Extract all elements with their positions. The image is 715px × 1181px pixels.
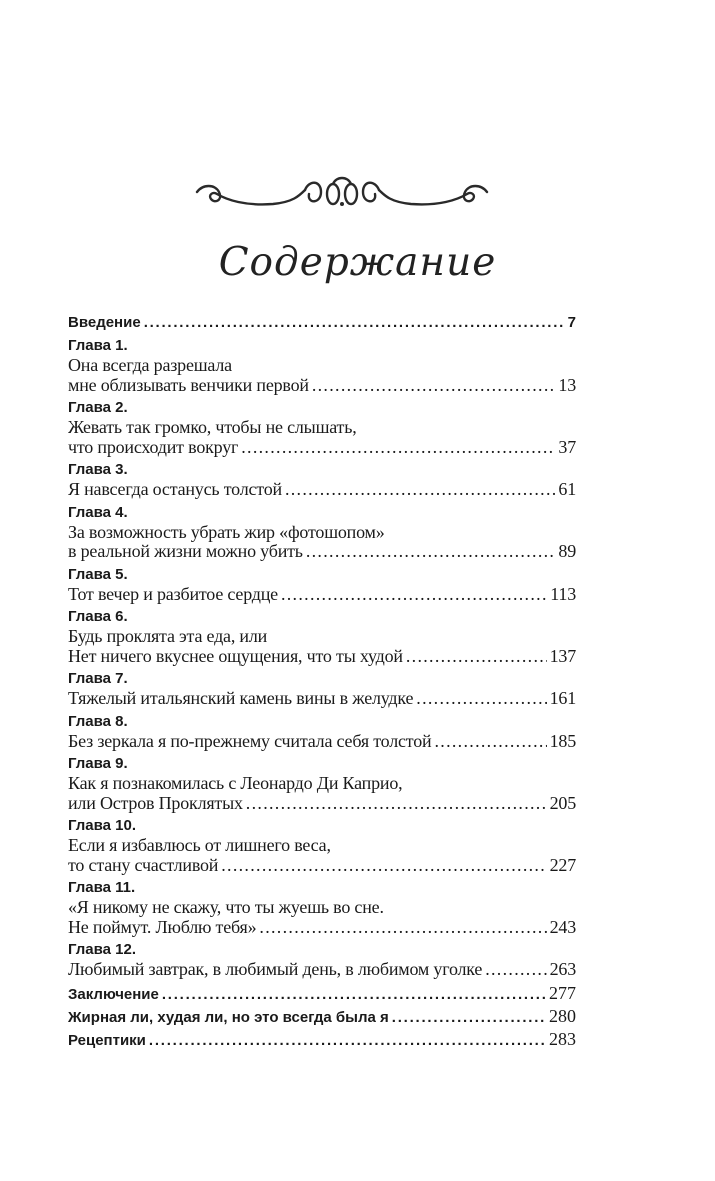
toc-entry-chapter-4 <box>68 503 576 562</box>
toc-page-number: 263 <box>549 959 576 979</box>
toc-entry-label: Жирная ли, худая ли, но это всегда была я <box>68 1008 389 1026</box>
dot-leader <box>281 585 547 605</box>
chapter-label: Глава 2. <box>68 399 128 416</box>
dot-leader <box>434 732 546 752</box>
toc-entry-chapter-6 <box>68 607 576 666</box>
toc-page-number: 13 <box>558 374 576 395</box>
toc-entry-conclusion <box>68 983 576 1003</box>
toc-page-number: 280 <box>549 1005 576 1026</box>
chapter-title-line: то стану счастливой <box>68 854 219 875</box>
toc-page-number: 227 <box>549 854 576 875</box>
toc-entry-chapter-12 <box>68 940 576 980</box>
chapter-label: Глава 3. <box>68 461 128 478</box>
dot-leader <box>144 313 565 333</box>
dot-leader <box>306 542 556 562</box>
toc-entry-label: Введение <box>68 314 141 331</box>
toc-entry-chapter-7 <box>68 669 576 709</box>
dot-leader <box>246 794 547 814</box>
chapter-label: Глава 8. <box>68 712 128 730</box>
chapter-title-line: или Остров Проклятых <box>68 792 243 813</box>
toc-page-number: 243 <box>549 916 576 937</box>
chapter-title-line: Тяжелый итальянский камень вины в желудке <box>68 688 414 708</box>
chapter-label: Глава 11. <box>68 879 136 896</box>
toc-page-number: 161 <box>549 688 576 708</box>
dot-leader <box>485 960 546 980</box>
chapter-label: Глава 7. <box>68 670 128 687</box>
toc-page-number: 113 <box>550 583 576 604</box>
chapter-label: Глава 12. <box>68 941 137 958</box>
toc-page-number: 89 <box>558 541 576 561</box>
toc-entry-chapter-10 <box>68 816 576 875</box>
chapter-label: Глава 9. <box>68 755 128 772</box>
page-title: Содержание <box>218 240 497 285</box>
dot-leader <box>392 1008 546 1028</box>
toc-page-number: 37 <box>558 436 576 457</box>
toc-entry-intro <box>68 313 576 333</box>
dot-leader <box>149 1031 546 1051</box>
dot-leader <box>162 985 546 1005</box>
toc-page-number: 137 <box>549 645 576 666</box>
chapter-title-line: в реальной жизни можно убить <box>68 541 303 561</box>
chapter-title-line: что происходит вокруг <box>68 436 239 457</box>
toc-entry-chapter-2 <box>68 398 576 457</box>
toc-entry-chapter-5 <box>68 565 576 605</box>
chapter-title-line: Если я избавлюсь от лишнего веса, <box>68 836 331 855</box>
chapter-title-line: Будь проклята эта еда, или <box>68 627 268 646</box>
chapter-title-line: Нет ничего вкуснее ощущения, что ты худой <box>68 645 403 666</box>
dot-leader <box>259 918 546 938</box>
dot-leader <box>416 689 546 709</box>
chapter-title-line: Я навсегда останусь толстой <box>68 479 282 499</box>
chapter-title-line: Не поймут. Люблю тебя» <box>68 916 257 937</box>
toc-entry-chapter-1 <box>68 336 576 395</box>
toc-entry-label: Рецептики <box>68 1031 146 1049</box>
dot-leader <box>221 856 546 876</box>
flourish-ornament-icon <box>193 170 491 218</box>
dot-leader <box>285 480 555 500</box>
chapter-title-line: Без зеркала я по-прежнему считала себя толстой <box>68 730 432 751</box>
toc-page-number: 205 <box>549 792 576 813</box>
toc-entry-chapter-3 <box>68 460 576 500</box>
chapter-label: Глава 10. <box>68 817 137 834</box>
chapter-label: Глава 1. <box>68 337 128 354</box>
chapter-title-line: За возможность убрать жир «фотошопом» <box>68 522 385 542</box>
toc-page-number: 61 <box>558 479 576 499</box>
chapter-title-line: мне облизывать венчики первой <box>68 374 309 395</box>
toc-page-number: 277 <box>549 982 576 1003</box>
toc-page-number: 185 <box>549 730 576 751</box>
dot-leader <box>241 438 555 458</box>
toc-entry-label: Заключение <box>68 985 159 1003</box>
table-of-contents <box>68 313 576 1052</box>
toc-entry-chapter-8 <box>68 712 576 752</box>
chapter-title-line: Как я познакомилась с Леонардо Ди Каприо, <box>68 774 403 793</box>
dot-leader <box>406 647 547 667</box>
chapter-title-line: «Я никому не скажу, что ты жуешь во сне. <box>68 898 384 917</box>
toc-page-number: 7 <box>567 314 576 331</box>
chapter-title-line: Она всегда разрешала <box>68 356 232 375</box>
toc-entry-chapter-11 <box>68 878 576 937</box>
chapter-title-line: Жевать так громко, чтобы не слышать, <box>68 418 357 437</box>
toc-entry-chapter-9 <box>68 754 576 813</box>
dot-leader <box>312 376 556 396</box>
chapter-label: Глава 5. <box>68 565 128 583</box>
toc-entry-afterword <box>68 1006 576 1026</box>
chapter-label: Глава 4. <box>68 503 128 521</box>
toc-entry-recipes <box>68 1029 576 1049</box>
chapter-label: Глава 6. <box>68 608 128 625</box>
chapter-title-line: Любимый завтрак, в любимый день, в любимом уголке <box>68 959 483 979</box>
toc-page-number: 283 <box>549 1028 576 1049</box>
chapter-title-line: Тот вечер и разбитое сердце <box>68 583 278 604</box>
